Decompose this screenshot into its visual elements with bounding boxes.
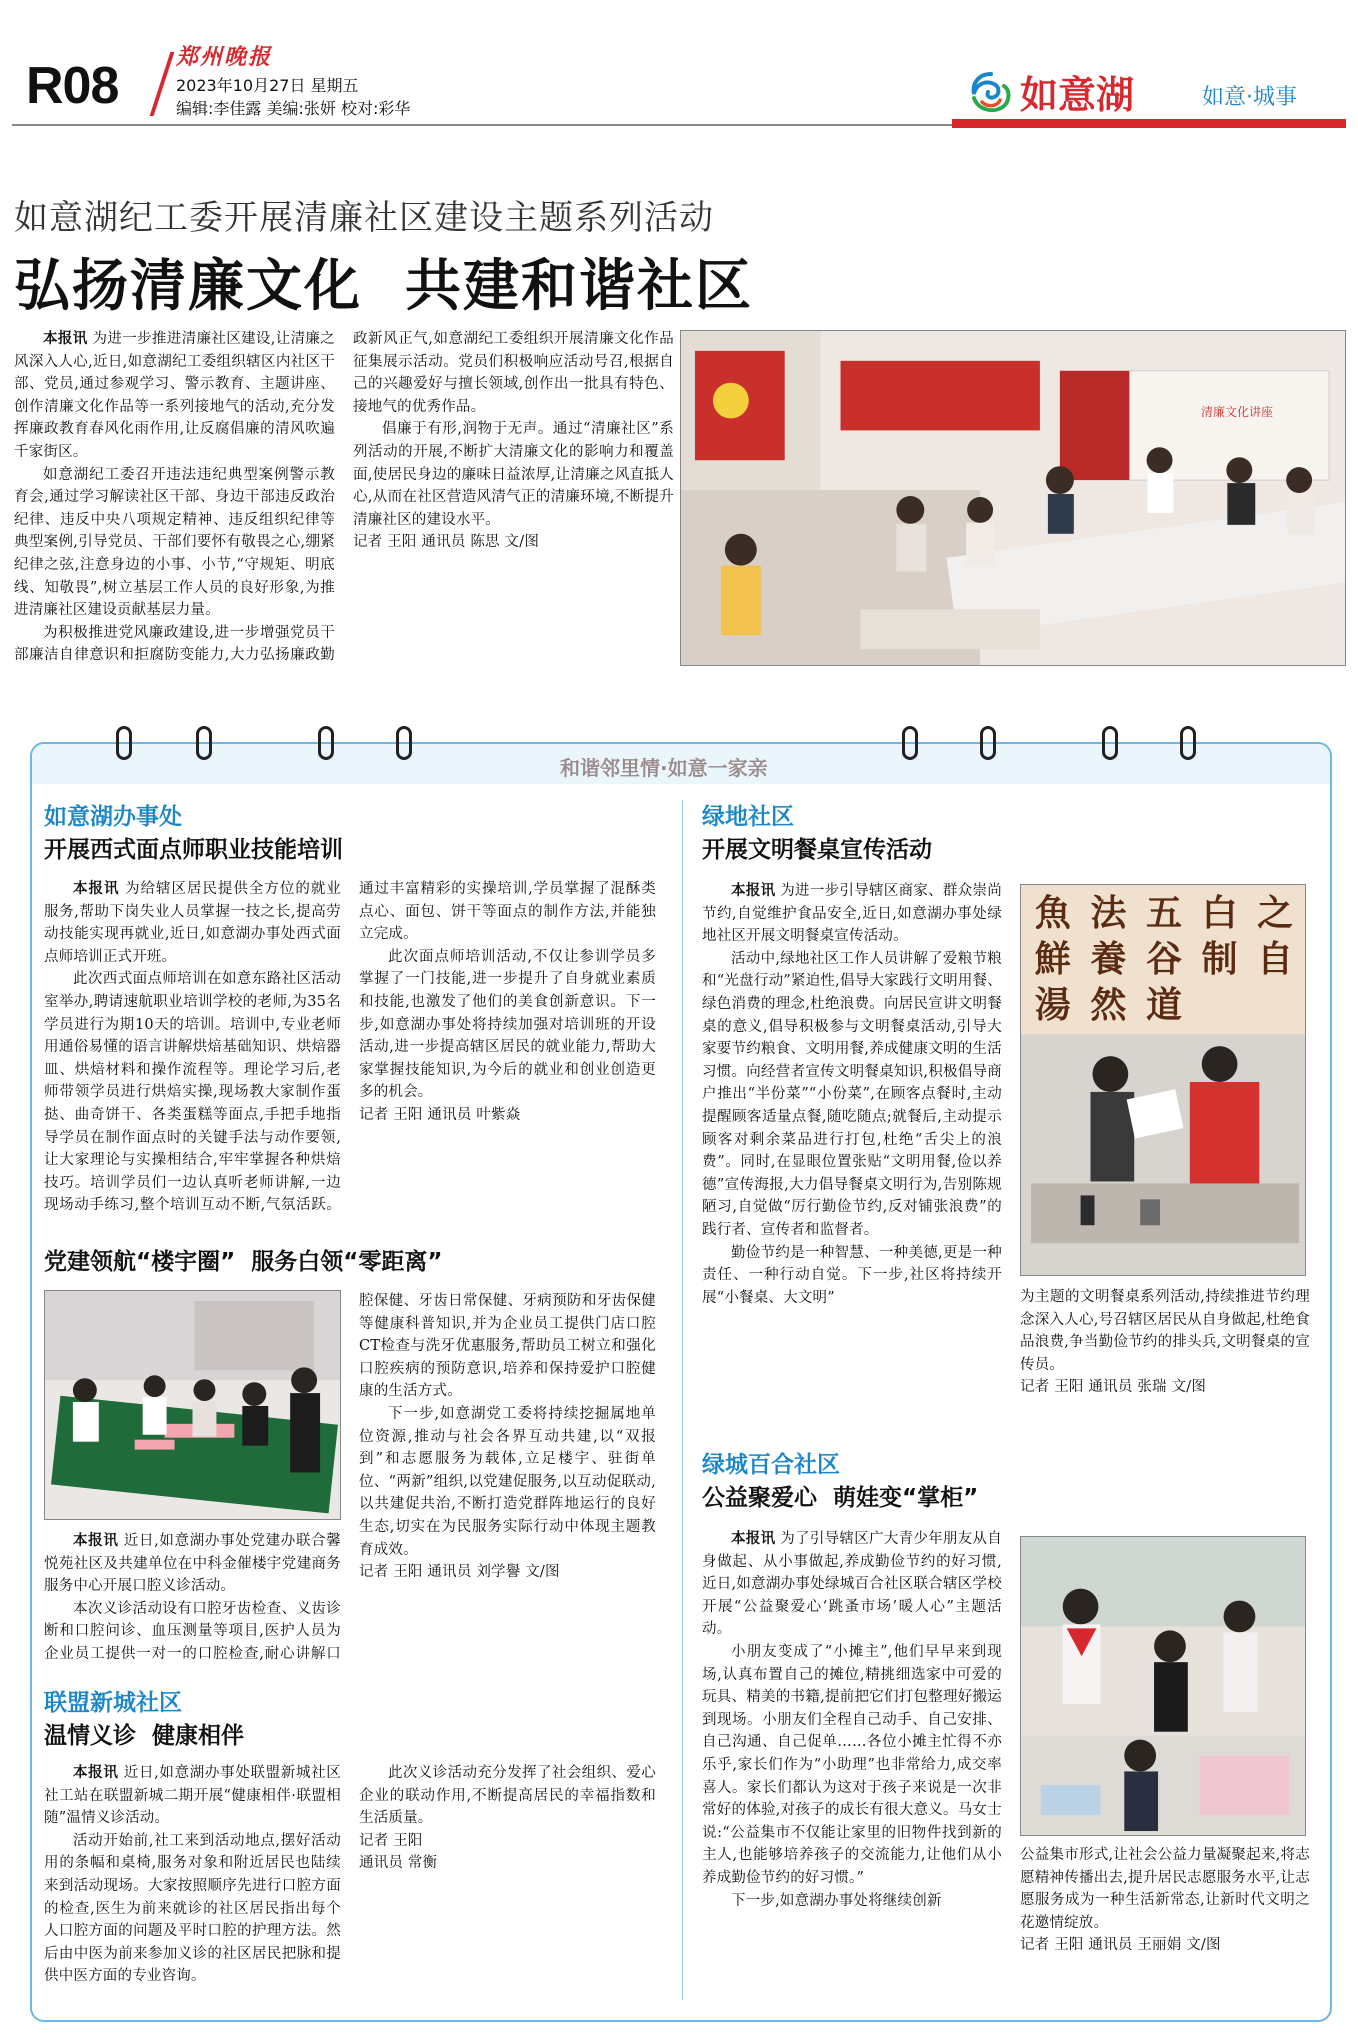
section-logo-icon [968, 70, 1014, 116]
feature-box-banner-text: 和谐邻里情·如意一家亲 [560, 756, 768, 780]
paragraph: 倡廉于有形,润物于无声。通过“清廉社区”系列活动的开展,不断扩大清廉文化的影响力和覆盖面,使居民身边的廉味日益浓厚,让清廉之风直抵人心,从而在社区营造风清气正的清廉环境,不断提升清廉社区的建设水平。 [353, 421, 674, 528]
story5-title: 公益聚爱心 萌娃变“掌柜” [702, 1485, 979, 1511]
byline: 记者 王阳 通讯员 陈思 文/图 [353, 534, 540, 551]
poster-char: 制 [1201, 938, 1238, 980]
poster-char: 魚 [1034, 892, 1071, 934]
story5-section: 绿城百合社区 [702, 1452, 840, 1478]
poster-char: 法 [1090, 892, 1127, 934]
paragraph: 活动中,绿地社区工作人员讲解了爱粮节粮和“光盘行动”紧迫性,倡导大家践行文明用餐、绿色消费的理念,杜绝浪费。向居民宣讲文明餐桌的意义,倡导积极参与文明餐桌活动,引导大家要节约粮食、文明用餐,养成健康文明的生活习惯。向经营者宣传文明餐桌知识,积极倡导商户推出“半份菜”“小份菜”,在顾客点餐时,主动提醒顾客适量点餐,随吃随点;就餐后,主动提示顾客对剩余菜品进行打包,杜绝“舌尖上的浪费”。同时,在显眼位置张贴“文明用餐,俭以养德”宣传海报,大力倡导餐桌文明行为,告别陈规陋习,自觉做“厉行勤俭节约,反对铺张浪费”的践行者、宣传者和监督者。 [702, 950, 1002, 1238]
poster-char: 谷 [1145, 938, 1182, 980]
page-number: R08 [26, 57, 119, 115]
section-name: 如意湖 [1020, 73, 1135, 117]
story5-tail [1020, 1844, 1310, 1994]
binder-ring-icon [902, 726, 918, 760]
paragraph: 此次西式面点师培训在如意东路社区活动室举办,聘请速航职业培训学校的老师,为35名学员进行为期10天的培训。培训中,专业老师用通俗易懂的语言讲解烘焙基础知识、烘焙器皿、烘焙材料和操作流程等。理论学习后,老师带领学员进行烘焙实操,现场教大家制作蛋挞、曲奇饼干、各类蛋糕等面点,手把手地指导学员在制作面点时的关键手法与动作要领,让大家理论与实操相结合,牢牢掌握各种烘焙技巧。培训学员们一边认真听老师讲解,一边现场动手练习,整个培训互动不断,气氛活跃。通过丰富精彩的实操培训,学员掌握了混酥类点心、面包、饼干等面点的制作方法,并能独立完成。 [44, 881, 656, 1214]
poster-calligraphy [1025, 891, 1303, 1027]
paragraph: 下一步,如意湖党工委将持续挖掘属地单位资源,推动与社会各界互动共建,以“双报到”和志愿服务为载体,立足楼宇、驻街单位、“两新”组织,以党建促服务,以互动促联动,以共建促共治,不断打造党群阵地运行的良好生态,切实在为民服务实际行动中体现主题教育成效。 [359, 1405, 656, 1558]
story1-title: 开展西式面点师职业技能培训 [44, 837, 343, 863]
paragraph: 为积极推进党风廉政建设,进一步增强党员干部廉洁自律意识和拒腐防变能力,大力弘扬廉政勤政新风正气,如意湖纪工委组织开展清廉文化作品征集展示活动。党员们积极响应活动号召,根据自己的兴趣爱好与擅长领域,创作出一批具有特色、接地气的优秀作品。 [14, 331, 674, 664]
paragraph: 如意湖纪工委召开违法违纪典型案例警示教育会,通过学习解读社区干部、身边干部违反政治纪律、违反中央八项规定精神、违反组织纪律等典型案例,引导党员、干部们要怀有敬畏之心,绷紧纪律之弦,注意身边的小事、小节,“守规矩、明底线、知敬畏”,树立基层工作人员的良好形象,为推进清廉社区建设贡献基层力量。 [14, 466, 335, 619]
story4-title: 开展文明餐桌宣传活动 [702, 837, 932, 863]
paper-name-logo: 郑州晚报 [176, 44, 273, 70]
byline: 通讯员 常衡 [359, 1855, 438, 1872]
lead-body [14, 328, 674, 668]
paragraph: 公益集市形式,让社会公益力量凝聚起来,将志愿精神传播出去,提升居民志愿服务水平,让志愿服务成为一种生活新常态,让新时代文明之花邀情绽放。 [1020, 1847, 1310, 1931]
story4-body [702, 880, 1002, 1376]
byline: 记者 王阳 通讯员 张瑞 文/图 [1020, 1379, 1207, 1396]
binder-ring-icon [318, 726, 334, 760]
byline: 记者 王阳 [359, 1832, 423, 1849]
paragraph: 本报讯 为给辖区居民提供全方位的就业服务,帮助下岗失业人员掌握一技之长,提高劳动技能实现再就业,近日,如意湖办事处西式面点师培训正式开班。 [44, 881, 341, 965]
story4-tail [1020, 1286, 1310, 1396]
byline: 记者 王阳 通讯员 刘学譽 文/图 [359, 1564, 560, 1581]
paragraph: 为主题的文明餐桌系列活动,持续推进节约理念深入人心,号召辖区居民从自身做起,杜绝食品浪费,争当勤俭节约的排头兵,文明餐桌的宣传员。 [1020, 1289, 1310, 1373]
poster-char: 五 [1145, 892, 1182, 934]
issue-date: 2023年10月27日 星期五 [176, 76, 359, 95]
paragraph: 本报讯 为进一步推进清廉社区建设,让清廉之风深入人心,近日,如意湖纪工委组织辖区内社区干部、党员,通过参观学习、警示教育、主题讲座、创作清廉文化作品等一系列接地气的活动,充分发挥廉政教育春风化雨作用,让反腐倡廉的清风吹遍千家街区。 [14, 331, 335, 460]
poster-char: 然 [1090, 984, 1127, 1026]
poster-char: 白 [1201, 892, 1238, 934]
binder-ring-icon [116, 726, 132, 760]
section-subtitle: 如意·城事 [1202, 85, 1297, 110]
poster-char: 道 [1145, 984, 1182, 1026]
poster-char: 之 [1257, 892, 1294, 934]
poster-char: 養 [1090, 938, 1127, 980]
story1-body [44, 878, 656, 1238]
byline: 记者 王阳 通讯员 王丽娟 文/图 [1020, 1937, 1221, 1954]
binder-ring-icon [980, 726, 996, 760]
story3-body [44, 1762, 656, 1992]
paragraph: 本报讯 近日,如意湖办事处党建办联合馨悦苑社区及共建单位在中科金催楼宇党建商务服务中心开展口腔义诊活动。 [44, 1533, 341, 1595]
header-rule [12, 124, 952, 126]
binder-ring-icon [1102, 726, 1118, 760]
story1-section: 如意湖办事处 [44, 804, 182, 830]
poster-char: 自 [1257, 938, 1294, 980]
story4-section: 绿地社区 [702, 804, 794, 830]
paragraph: 活动开始前,社工来到活动地点,摆好活动用的条幅和桌椅,服务对象和附近居民也陆续来到活动现场。大家按照顺序先进行口腔方面的检查,医生为前来就诊的社区居民指出每个人口腔方面的问题及平时口腔的护理方法。然后由中医为前来参加义诊的社区居民把脉和提供中医方面的专业咨询。 [44, 1832, 341, 1985]
binder-ring-icon [196, 726, 212, 760]
lead-kicker: 如意湖纪工委开展清廉社区建设主题系列活动 [14, 198, 714, 238]
story4-photo-poster [1020, 884, 1306, 1276]
column-divider [682, 800, 683, 2000]
paragraph: 此次义诊活动充分发挥了社会组织、爱心企业的联动作用,不断提高居民的幸福指数和生活质量。 [359, 1765, 656, 1827]
masthead-divider [150, 52, 175, 116]
story2-title: 党建领航“楼宇圈” 服务白领“零距离” [44, 1249, 443, 1275]
binder-ring-icon [396, 726, 412, 760]
paragraph: 勤俭节约是一种智慧、一种美德,更是一种责任、一种行动自觉。下一步,社区将持续开展“小餐桌、大文明” [702, 1244, 1002, 1306]
story2-photo-dental-clinic [44, 1290, 341, 1520]
story5-photo-flea-market [1020, 1536, 1306, 1836]
lead-photo-meeting [680, 330, 1346, 666]
paragraph: 下一步,如意湖办事处将继续创新 [731, 1892, 942, 1909]
paragraph: 小朋友变成了“小摊主”,他们早早来到现场,认真布置自己的摊位,精挑细选家中可爱的玩具、精美的书籍,提前把它们打包整理好搬运到现场。小朋友们全程自己动手、自己安排、自己沟通、自己促单……各位小摊主忙得不亦乐乎,家长们作为“小助理”也非常给力,成交率喜人。家长们都认为这对于孩子来说是一次非常好的体验,对孩子的成长有很大意义。马女士说:“公益集市不仅能让家里的旧物件找到新的主人,也能够培养孩子的交流能力,让他们从小养成勤俭节约的好习惯。” [702, 1643, 1002, 1886]
photo-banner-text: 清廉文化讲座 [1201, 405, 1274, 419]
paragraph: 本次义诊活动设有口腔牙齿检查、义齿诊断和口腔问诊、血压测量等项目,医护人员为企业员工提供一对一的口腔检查,耐心讲解口腔保健、牙齿日常保健、牙病预防和牙齿保健等健康科普知识,并为企业员工提供门店口腔CT检查与洗牙优惠服务,帮助员工树立和强化口腔疾病的预防意识,培养和保持爱护口腔健康的生活方式。 [44, 1293, 656, 1662]
paragraph: 本报讯 近日,如意湖办事处联盟新城社区社工站在联盟新城二期开展“健康相伴·联盟相随”温情义诊活动。 [44, 1765, 341, 1827]
story3-section: 联盟新城社区 [44, 1690, 182, 1716]
header-red-bar [952, 119, 1346, 128]
paragraph: 此次面点师培训活动,不仅让参训学员多掌握了一门技能,进一步提升了自身就业素质和技能,也激发了他们的美食创新意识。下一步,如意湖办事处将持续加强对培训班的开设活动,进一步提高辖区居民的就业能力,帮助大家掌握技能知识,为今后的就业和创业创造更多的机会。 [359, 948, 656, 1101]
story2-body [44, 1290, 656, 1680]
paragraph: 本报讯 为了引导辖区广大青少年朋友从自身做起、从小事做起,养成勤俭节约的好习惯,近日,如意湖办事处绿城百合社区联合辖区学校开展“公益聚爱心‘跳蚤市场’暖人心”主题活动。 [702, 1531, 1002, 1638]
poster-char: 鮮 [1034, 938, 1071, 980]
binder-ring-icon [1180, 726, 1196, 760]
lead-headline: 弘扬清廉文化 共建和谐社区 [14, 254, 753, 319]
paragraph: 本报讯 为进一步引导辖区商家、群众崇尚节约,自觉维护食品安全,近日,如意湖办事处绿地社区开展文明餐桌宣传活动。 [702, 883, 1002, 945]
editor-staff: 编辑:李佳露 美编:张妍 校对:彩华 [176, 99, 411, 118]
story3-title: 温情义诊 健康相伴 [44, 1723, 245, 1749]
story5-body [702, 1528, 1002, 1998]
poster-char: 湯 [1034, 984, 1071, 1026]
byline: 记者 王阳 通讯员 叶紫焱 [359, 1106, 521, 1123]
